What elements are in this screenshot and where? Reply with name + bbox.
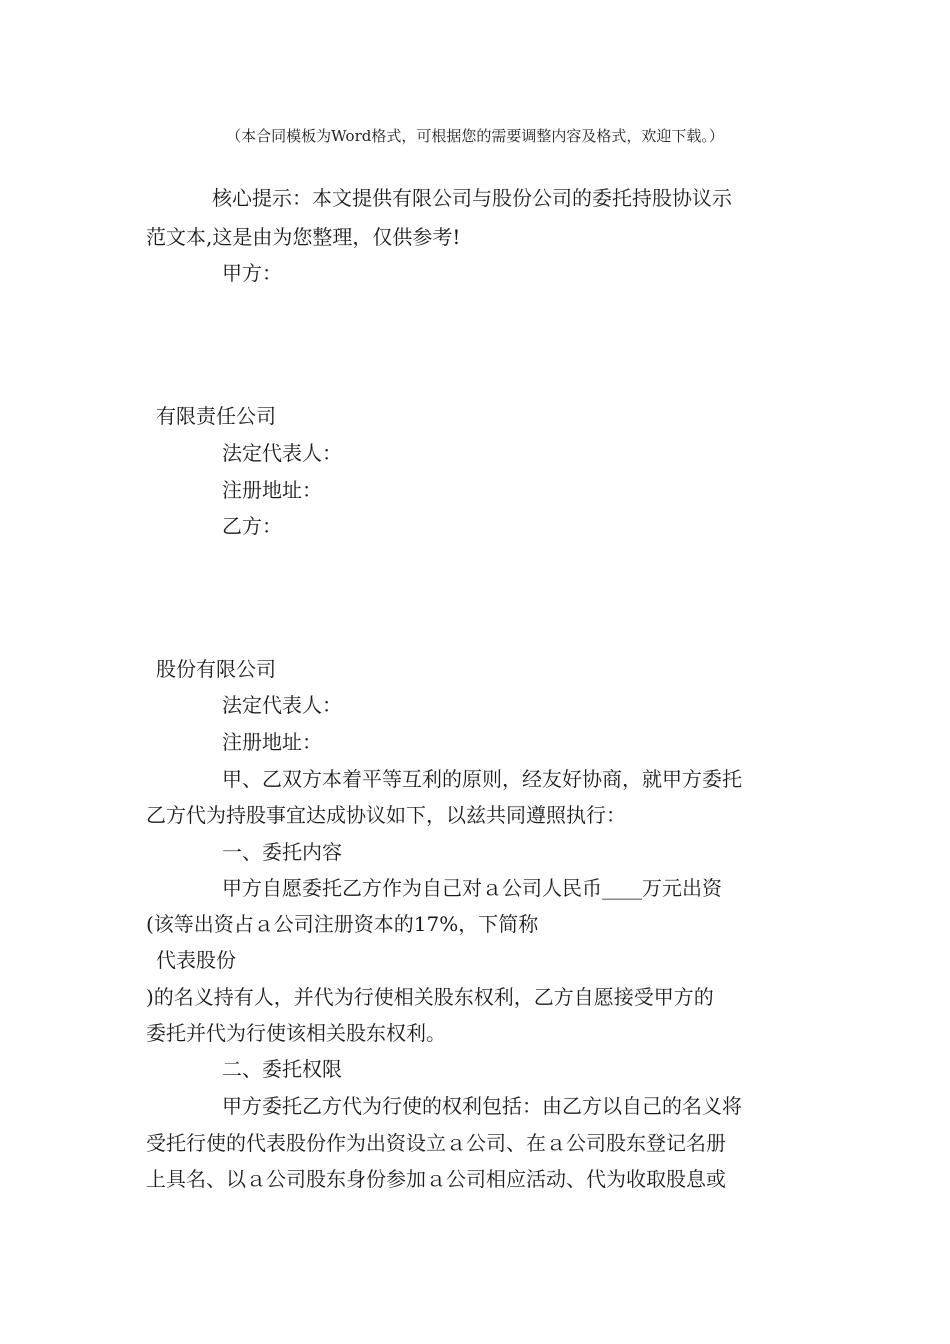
section-2-heading: 二、委托权限 — [222, 1057, 342, 1081]
party-b-legal-rep: 法定代表人： — [222, 693, 342, 717]
preamble-line-2: 乙方代为持股事宜达成协议如下，以兹共同遵照执行： — [146, 803, 626, 827]
core-tip-line-1: 核心提示：本文提供有限公司与股份公司的委托持股协议示 — [212, 186, 732, 210]
party-b-address: 注册地址： — [222, 730, 322, 754]
party-a-label: 甲方： — [222, 261, 282, 285]
preamble-line-1: 甲、乙双方本着平等互利的原则，经友好协商，就甲方委托 — [222, 767, 742, 791]
template-note: （本合同模板为Word格式，可根据您的需要调整内容及格式，欢迎下载。） — [226, 127, 724, 145]
section-1-line-1: 甲方自愿委托乙方作为自己对ａ公司人民币____万元出资 — [222, 876, 722, 900]
section-2-line-3: 上具名、以ａ公司股东身份参加ａ公司相应活动、代为收取股息或 — [146, 1167, 726, 1191]
section-1-line-4: )的名义持有人，并代为行使相关股东权利，乙方自愿接受甲方的 — [146, 985, 714, 1009]
section-1-line-3: 代表股份 — [156, 948, 236, 972]
party-a-company: 有限责任公司 — [156, 404, 276, 428]
section-1-line-5: 委托并代为行使该相关股东权利。 — [146, 1021, 446, 1045]
section-2-line-1: 甲方委托乙方代为行使的权利包括：由乙方以自己的名义将 — [222, 1094, 742, 1118]
section-1-heading: 一、委托内容 — [222, 840, 342, 864]
core-tip-line-2: 范文本,这是由为您整理，仅供参考! — [146, 225, 461, 249]
party-b-company: 股份有限公司 — [156, 657, 276, 681]
party-a-address: 注册地址： — [222, 478, 322, 502]
party-b-label: 乙方： — [222, 514, 282, 538]
section-1-line-2: (该等出资占ａ公司注册资本的17%，下简称 — [146, 912, 539, 936]
section-2-line-2: 受托行使的代表股份作为出资设立ａ公司、在ａ公司股东登记名册 — [146, 1131, 726, 1155]
party-a-legal-rep: 法定代表人： — [222, 441, 342, 465]
